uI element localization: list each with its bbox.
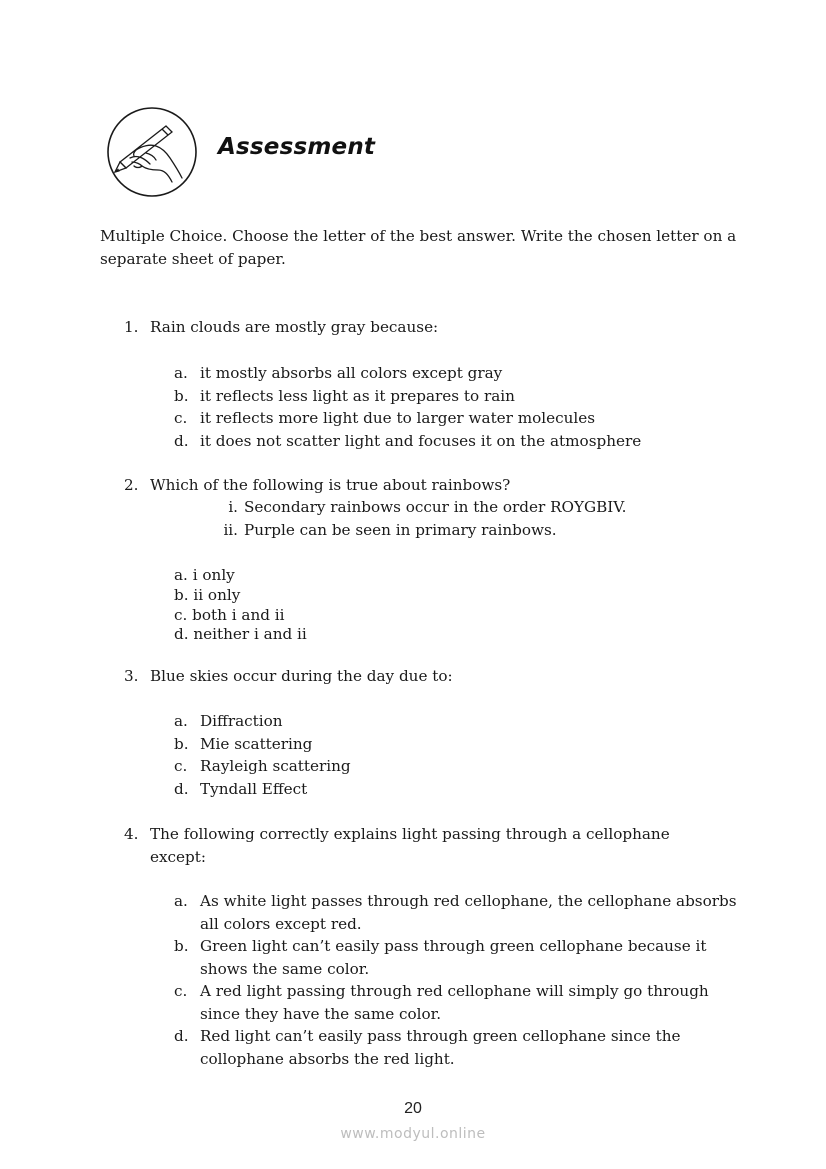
option-d: d. neither i and ii [174, 625, 307, 644]
option-a: a. As white light passes through red cellophane, the cellophane absorbs all colors except red. [174, 892, 737, 933]
question-stem: Blue skies occur during the day due to: [150, 667, 453, 685]
question-1-options [174, 362, 740, 452]
option-c: c. both i and ii [174, 605, 285, 624]
instructions-text: Multiple Choice. Choose the letter of the best answer. Write the chosen letter on a separate sheet of paper. [100, 227, 737, 268]
option-a: a. i only [174, 566, 235, 584]
question-stem: The following correctly explains light passing through a cellophane except: [150, 825, 670, 866]
document-page: Assessment Multiple Choice. Choose the letter of the best answer. Write the chosen letter on a separate sheet of paper. 1. Rain clouds are mostly gray because: a. it mostly absorbs all colors except gray b. it reflects less light as it prepares to rain c. it reflects more light due to larger water molecules d. it does not scatter light and focuses it on the atmosphere 2. Which of the following is true about rainbows? i. Secondary rainbows occur in the order ROYGBIV. ii. Purple can be seen in primary rainbows. a. i only b. ii only c. both i and ii d. neither i and ii 3. Blue skies occur during the day due to: a. Diffraction b. Mie scattering c. Rayleigh scattering d. Tyndall Effect 4. The following correctly explains light passing through a cellophane except: a. As white light passes through red cellophane, the cellophane absorbs all colors except red. b. Green light can’t easily pass through green cellophane because it shows the same color. c. A red light passing through red cellophane will simply go through since they have the same color. d. Red light can’t easily pass through green cellophane since the collophane absorbs the red light. 20 www.modyul.online [0, 0, 826, 1169]
question-number: 3. [124, 667, 139, 685]
option-b: b. it reflects less light as it prepares to rain [174, 386, 515, 405]
option-d: d. Tyndall Effect [174, 779, 308, 798]
option-a: a. Diffraction [174, 712, 283, 730]
option-a: a. it mostly absorbs all colors except gray [174, 364, 503, 382]
question-number: 1. [124, 318, 139, 336]
option-c: c. it reflects more light due to larger water molecules [174, 409, 596, 427]
watermark: www.modyul.online [340, 1126, 486, 1142]
option-b: b. ii only [174, 585, 241, 604]
page-title: Assessment [218, 134, 376, 160]
question-2-options [174, 566, 714, 645]
question-number: 2. [124, 476, 139, 494]
option-d: d. it does not scatter light and focuses it on the atmosphere [174, 431, 642, 450]
question-number: 4. [124, 825, 139, 843]
option-b: b. Green light can’t easily pass through green cellophane because it shows the same color. [174, 937, 707, 978]
question-stem: Which of the following is true about rainbows? [150, 476, 511, 494]
option-c: c. Rayleigh scattering [174, 757, 351, 775]
option-b: b. Mie scattering [174, 734, 313, 753]
hand-writing-with-pencil-icon [106, 106, 198, 198]
option-d: d. Red light can’t easily pass through green cellophane since the collophane absorbs the red light. [174, 1027, 681, 1068]
page-number: 20 [404, 1100, 422, 1117]
question-stem: Rain clouds are mostly gray because: [150, 318, 439, 336]
question-4-options [174, 890, 740, 1070]
option-c: c. A red light passing through red cellophane will simply go through since they have the same color. [174, 982, 709, 1023]
question-3-options [174, 710, 740, 800]
